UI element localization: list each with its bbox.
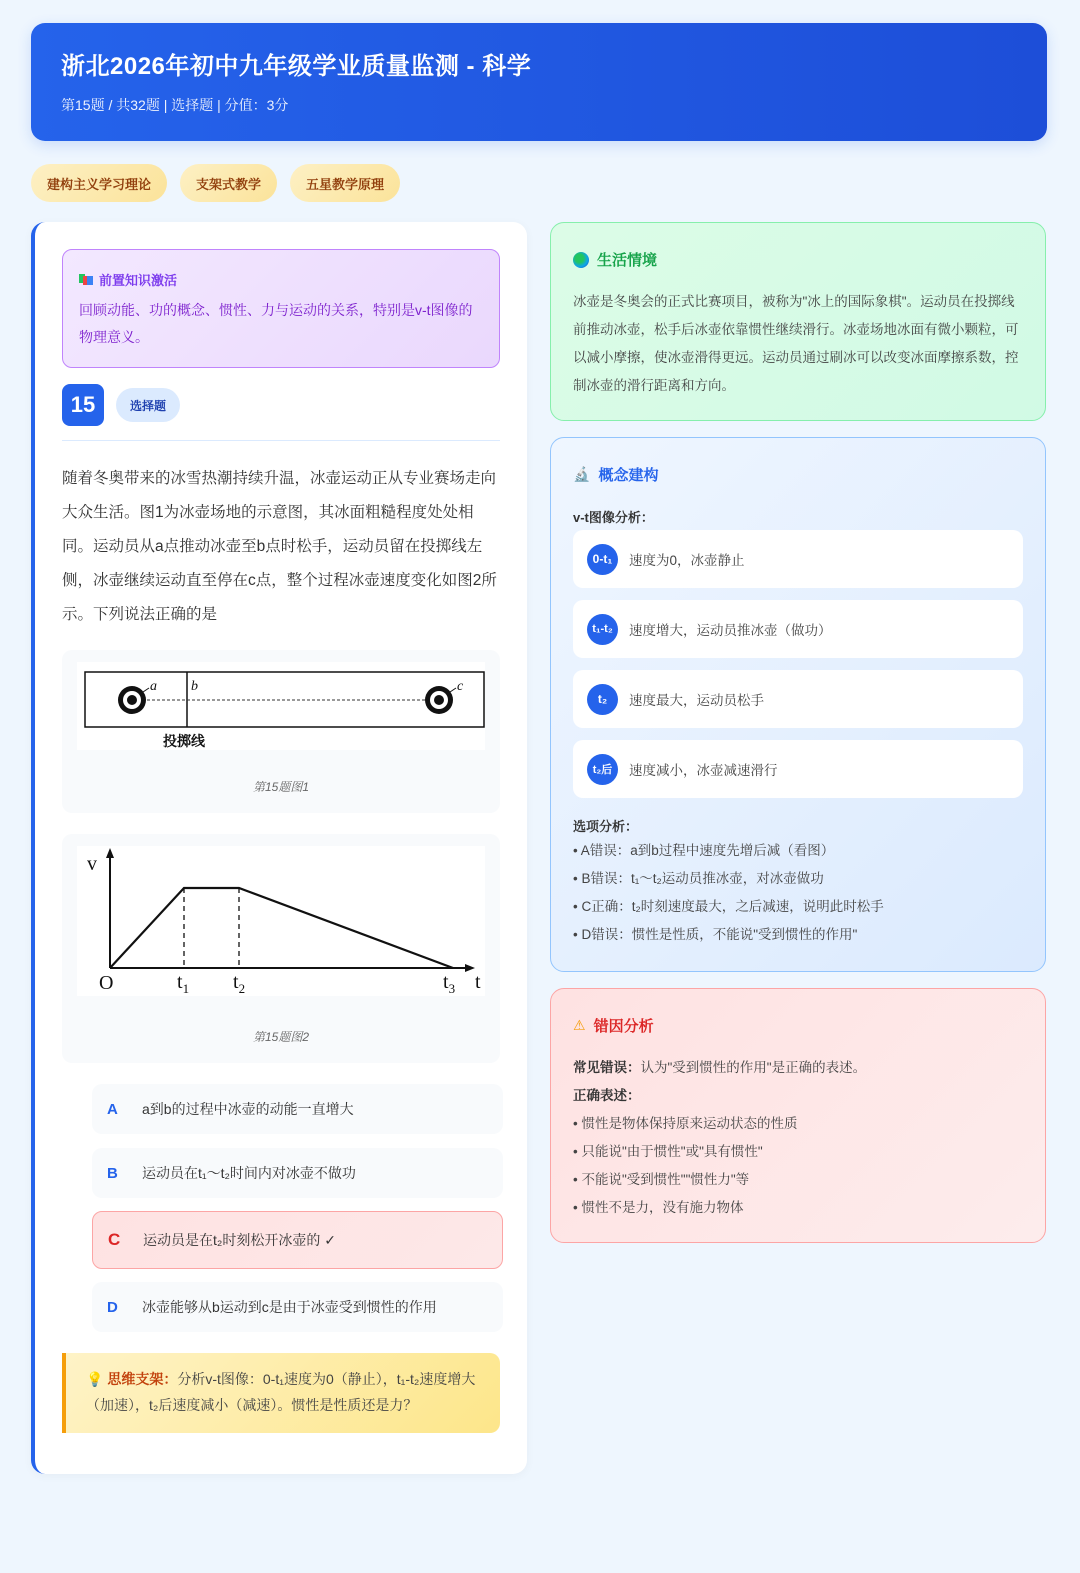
option-analysis-list <box>573 837 1023 949</box>
correct-point: • 不能说"受到惯性""惯性力"等 <box>573 1166 1023 1194</box>
option-b[interactable] <box>92 1148 503 1198</box>
common-error: 常见错误：认为"受到惯性的作用"是正确的表述。 <box>573 1060 867 1075</box>
svg-text:t2: $t_2$ <box>233 971 246 996</box>
question-number: 15 <box>62 384 104 426</box>
vt-graph <box>77 846 485 996</box>
analysis-item: • B错误：t₁～t₂运动员推冰壶，对冰壶做功 <box>573 865 1023 893</box>
analysis-item: • C正确：t₂时刻速度最大，之后减速，说明此时松手 <box>573 893 1023 921</box>
theory-tags <box>31 164 400 202</box>
prior-knowledge-title: 前置知识激活 <box>99 273 178 288</box>
axis-t-label: t <box>475 971 481 993</box>
step-text: 速度为0，冰壶静止 <box>629 553 745 568</box>
vt-step <box>573 600 1023 658</box>
globe-icon <box>573 252 589 268</box>
error-analysis-title: 错因分析 <box>593 1018 654 1035</box>
option-text: 冰壶能够从b运动到c是由于冰壶受到惯性的作用 <box>142 1299 437 1315</box>
option-a[interactable] <box>92 1084 503 1134</box>
life-context-title: 生活情境 <box>597 252 658 269</box>
correct-expression-list <box>573 1110 1023 1222</box>
option-text: a到b的过程中冰壶的动能一直增大 <box>142 1101 354 1117</box>
question-card <box>31 222 527 1474</box>
lightbulb-icon: 💡 <box>86 1371 104 1387</box>
option-letter: B <box>107 1164 118 1182</box>
step-badge: 0-t₁ <box>587 544 618 575</box>
origin-label: O <box>99 972 114 994</box>
correct-point: • 惯性是物体保持原来运动状态的性质 <box>573 1110 1023 1138</box>
books-icon <box>79 274 93 285</box>
label-throw-line: 投掷线 <box>163 734 205 750</box>
figure-1-caption: 第15题图1 <box>252 780 310 794</box>
life-context-text: 冰壶是冬奥会的正式比赛项目，被称为"冰上的国际象棋"。运动员在投掷线前推动冰壶，松手后冰壶依靠惯性继续滑行。冰壶场地冰面有微小颗粒，可以减小摩擦，使冰壶滑得更远。运动员通过刷冰可以改变冰面摩擦系数，控制冰壶的滑行距离和方向。 <box>573 294 1019 393</box>
option-d[interactable] <box>92 1282 503 1332</box>
tag-scaffolding[interactable]: 支架式教学 <box>180 164 277 202</box>
option-analysis-heading: 选项分析： <box>573 819 639 834</box>
warning-icon: ⚠ <box>573 1017 586 1033</box>
option-letter: D <box>107 1298 118 1316</box>
option-text: 运动员是在t₂时刻松开冰壶的 ✓ <box>143 1232 336 1248</box>
concept-panel <box>550 437 1046 972</box>
correct-point: • 惯性不是力，没有施力物体 <box>573 1194 1023 1222</box>
microscope-icon: 🔬 <box>573 466 591 482</box>
step-badge: t₂后 <box>587 754 618 785</box>
page-header <box>31 23 1047 141</box>
option-text: 运动员在t₁～t₂时间内对冰壶不做功 <box>142 1165 356 1181</box>
vt-step <box>573 530 1023 588</box>
step-badge: t₁-t₂ <box>587 614 618 645</box>
label-c: c <box>457 679 464 694</box>
figure-1 <box>62 650 500 813</box>
figure-2-caption: 第15题图2 <box>252 1030 310 1044</box>
correct-point: • 只能说"由于惯性"或"具有惯性" <box>573 1138 1023 1166</box>
concept-title: 概念建构 <box>598 467 659 484</box>
step-text: 速度减小，冰壶减速滑行 <box>629 763 778 778</box>
question-stem: 随着冬奥带来的冰雪热潮持续升温，冰壶运动正从专业赛场走向大众生活。图1为冰壶场地的示意图，其冰面粗糙程度处处相同。运动员从a点推动冰壶至b点时松手，运动员留在投掷线左侧，冰壶继续运动直至停在c点，整个过程冰壶速度变化如图2所示。下列说法正确的是 <box>62 470 497 623</box>
svg-text:t3: $t_3$ <box>443 971 456 996</box>
vt-analysis-heading: v-t图像分析： <box>573 510 654 525</box>
prior-knowledge-text: 回顾动能、功的概念、惯性、力与运动的关系，特别是v-t图像的物理意义。 <box>79 302 473 345</box>
analysis-item: • A错误：a到b过程中速度先增后减（看图） <box>573 837 1023 865</box>
question-header <box>62 384 180 426</box>
life-context-panel <box>550 222 1046 421</box>
option-letter: A <box>107 1100 118 1118</box>
tag-constructivism[interactable]: 建构主义学习理论 <box>31 164 167 202</box>
page-title: 浙北2026年初中九年级学业质量监测 - 科学 <box>61 53 532 80</box>
vt-step <box>573 670 1023 728</box>
step-text: 速度最大，运动员松手 <box>629 693 764 708</box>
option-letter: C <box>108 1230 121 1249</box>
tag-five-star[interactable]: 五星教学原理 <box>290 164 400 202</box>
step-badge: t₂ <box>587 684 618 715</box>
divider <box>62 440 500 441</box>
vt-step <box>573 740 1023 798</box>
axis-v-label: v <box>87 853 97 875</box>
step-text: 速度增大，运动员推冰壶（做功） <box>629 623 832 638</box>
analysis-item: • D错误：惯性是性质，不能说"受到惯性的作用" <box>573 921 1023 949</box>
curling-field-diagram <box>77 662 485 750</box>
label-b: b <box>191 679 198 694</box>
svg-text:t1: $t_1$ <box>177 971 190 996</box>
label-a: a <box>150 679 157 694</box>
question-type-badge: 选择题 <box>116 388 180 422</box>
correct-expression-heading: 正确表述： <box>573 1088 641 1103</box>
figure-2 <box>62 834 500 1063</box>
scaffold-text: 分析v-t图像：0-t₁速度为0（静止），t₁-t₂速度增大（加速），t₂后速度减小（减速）。惯性是性质还是力？ <box>86 1371 476 1413</box>
option-c-correct[interactable] <box>92 1211 503 1269</box>
question-meta: 第15题 / 共32题 | 选择题 | 分值：3分 <box>61 97 289 113</box>
prior-knowledge-box <box>62 249 500 368</box>
scaffold-label: 思维支架： <box>107 1371 178 1387</box>
thinking-scaffold <box>62 1353 500 1433</box>
error-analysis-panel <box>550 988 1046 1243</box>
